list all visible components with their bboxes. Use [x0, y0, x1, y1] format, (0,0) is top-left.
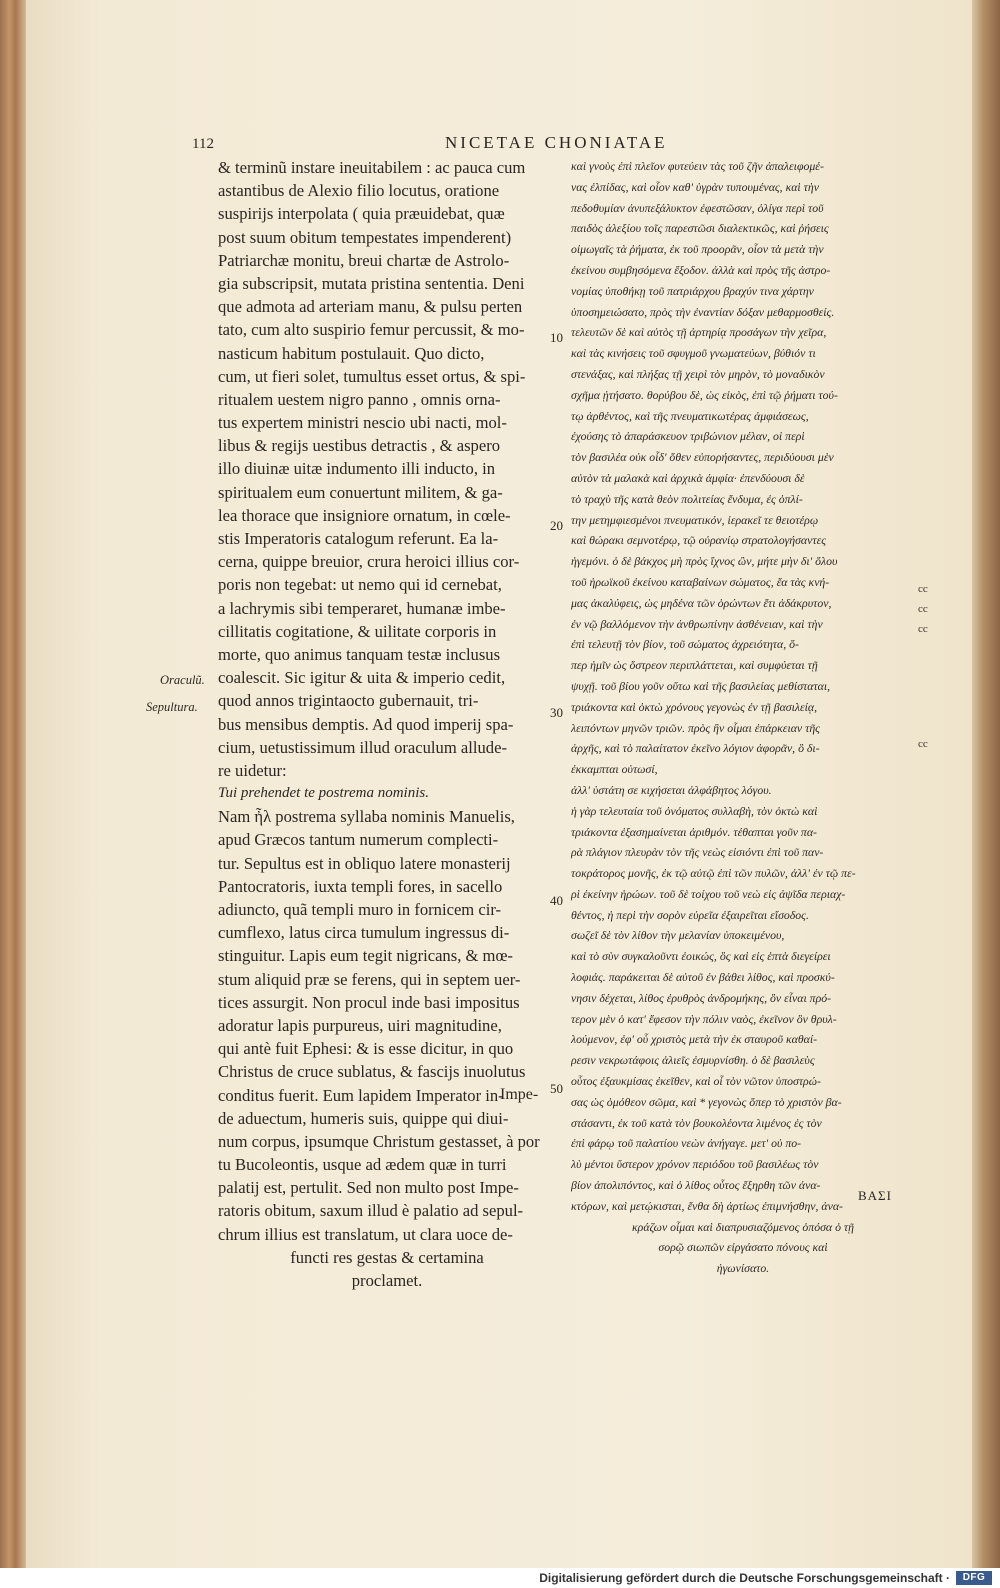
- greek-line: πεδοθυμίαν ἀνυπεξάλυκτον ἐφεστῶσαν, ὀλίγα περὶ τοῦ: [571, 200, 824, 215]
- latin-line: de aduectum, humeris suis, quippe qui diui-: [218, 1108, 509, 1128]
- dfg-logo: DFG: [956, 1571, 992, 1585]
- latin-line: lea thorace que insigniore ornatum, in cœle-: [218, 505, 511, 525]
- greek-line: τελευτῶν δὲ καὶ αὐτὸς τῇ ἀρτηρίᾳ προσάγων τὴν χεῖρα,: [571, 325, 827, 340]
- line-number-20: 20: [550, 518, 563, 533]
- latin-line: adoratur lapis purpureus, uiri magnitudine,: [218, 1015, 502, 1035]
- book-spine-edge: [0, 0, 26, 1568]
- greek-text-column: [571, 156, 915, 1279]
- greek-line: τριάκοντα ἐξασημαίνεται ἀριθμόν. τέθαπται γοῦν πα-: [571, 824, 817, 839]
- greek-line: λούμενον, ἐφ' οὗ χριστὸς μετὰ τὴν ἐκ σταυροῦ καθαί-: [571, 1032, 818, 1047]
- latin-line: functi res gestas & certamina: [290, 1247, 484, 1267]
- greek-line: καὶ γνοὺς ἐπὶ πλεῖον φυτεύειν τὰς τοῦ ζῆν ἀπαλειφομέ-: [571, 159, 824, 173]
- latin-line: conditus fuerit. Eum lapidem Imperator in-: [218, 1085, 504, 1105]
- greek-line: τριάκοντα καὶ ὀκτὼ χρόνους γεγονὼς ἐν τῇ βασιλείᾳ,: [571, 699, 818, 714]
- greek-line: λοφιάς. παράκειται δὲ αὐτοῦ ἐν βάθει λίθος, καὶ προσκύ-: [571, 970, 835, 985]
- greek-line: ὑποσημειώσατο, πρὸς τὴν ἐναντίαν δόξαν μεθαρμοσθείς.: [571, 304, 835, 319]
- latin-line: ritualem uestem nigro panno , omnis orna-: [218, 389, 501, 409]
- greek-line: τὸ τραχὺ τῆς κατὰ θεὸν πολιτείας ἔνδυμα, ἐς ὁπλί-: [571, 491, 803, 506]
- running-head: NICETAE CHONIATAE: [445, 133, 668, 152]
- greek-line: ἀρχῆς, καὶ τὸ παλαίτατον ἐκεῖνο λόγιον ἀφορᾶν, ὃ δι-: [571, 741, 820, 756]
- latin-line: cerna, quippe breuior, crura heroici illius cor-: [218, 552, 520, 572]
- greek-line: οὗτος ἐξαυκμίσας ἐκεῖθεν, καὶ οἷ τὸν νῶτον ὑποστρώ-: [571, 1074, 821, 1089]
- latin-line: stinguitur. Lapis eum tegit nigricans, & mœ-: [218, 946, 513, 966]
- greek-line: στάσαντι, ἐκ τοῦ κατὰ τὸν βουκολέοντα λιμένος ἐς τὸν: [571, 1115, 822, 1130]
- greek-line: καὶ τὸ σὺν συγκαλοῦντι ἐοικώς, ὃς καὶ εἰς ἑπτὰ διεγείρει: [571, 949, 831, 964]
- line-number-30: 30: [550, 705, 563, 720]
- greek-line: οἰμωγαῖς τὰ ῥήματα, ἐκ τοῦ προορᾶν, οἷον τὰ μετὰ τὴν: [571, 242, 824, 257]
- page-number: 112: [192, 136, 214, 152]
- latin-line: astantibus de Alexio filio locutus, oratione: [218, 181, 500, 201]
- latin-line: tur. Sepultus est in obliquo latere monasterij: [218, 853, 511, 873]
- greek-line: μας ἀκαλύφεις, ὡς μηδένα τῶν ὁρώντων ἔτι ἀδάκρυτον,: [571, 595, 832, 610]
- latin-line: Patriarchæ monitu, breui chartæ de Astrolo-: [218, 250, 510, 270]
- greek-line: τοκράτορος μονῆς, ἐκ τῷ αὐτῷ ἐπὶ τῶν πυλῶν, ἀλλ' ἐν τῷ πε-: [571, 866, 856, 881]
- latin-line: Nam ἦλ postrema syllaba nominis Manuelis,: [218, 807, 515, 827]
- latin-text-column: [218, 156, 556, 1292]
- latin-line: a lachrymis sibi temperaret, humanæ imbe-: [218, 598, 506, 618]
- greek-line: αὐτὸν τὰ μαλακὰ καὶ ἀρχικὰ ἀμφία· ἐπενδύουσι δὲ: [571, 470, 805, 485]
- greek-line: παιδὸς ἀλεξίου τοῖς παρεστῶσι διαλεκτικῶς, καὶ ῥήσεις: [571, 221, 829, 236]
- greek-line: τῳ ἀρθέντος, καὶ τῆς πνευματικωτέρας ἀμφιάσεως,: [571, 408, 809, 423]
- greek-line: ἐπὶ τελευτῇ τὸν βίον, τοῦ σώματος ἀχρειότητα, ὅ-: [571, 637, 799, 652]
- footer-credit-text: Digitalisierung gefördert durch die Deutsche Forschungsgemeinschaft ·: [539, 1571, 950, 1585]
- greek-line: περ ἡμῖν ὡς ὄστρεον περιπλάττεται, καὶ συμφύεται τῇ: [571, 658, 818, 673]
- greek-line: την μετημφιεσμένοι πνευματικόν, ἱερακεῖ τε θειοτέρῳ: [571, 512, 819, 527]
- latin-line: stum aliquid præ se ferens, qui in septem uer-: [218, 969, 521, 989]
- greek-line: σορῷ σιωπῶν εἰργάσατο πόνους καὶ: [658, 1240, 828, 1255]
- quote-mark: cc: [918, 623, 928, 635]
- greek-line: ἐπὶ φάρῳ τοῦ παλατίου νεὼν ἀνήγαγε. μετ' οὐ πο-: [571, 1136, 802, 1151]
- latin-line: stis Imperatoris catalogum referunt. Ea la-: [218, 529, 499, 548]
- greek-line: θέντος, ἡ περὶ τὴν σορὸν εὐρεῖα ἐξαιρεῖται εἴσοδος.: [571, 907, 809, 922]
- latin-line: chrum illius est translatum, ut clara uoce de-: [218, 1224, 513, 1244]
- greek-line: ἡγεμόνι. ὁ δὲ βάκχος μὴ πρὸς ἴχνος ὢν, μήτε μὴν δι' ὅλου: [571, 554, 838, 569]
- quote-mark: cc: [918, 603, 928, 615]
- latin-line: bus mensibus demptis. Ad quod imperij spa-: [218, 714, 514, 734]
- margin-note-sepultura: Sepultura.: [146, 700, 198, 714]
- greek-line: σας ὡς ὁμόθεον σῶμα, καὶ * γεγονὼς ὅπερ τὸ χριστὸν βα-: [571, 1094, 842, 1109]
- digitization-footer: [0, 1568, 1000, 1588]
- catchword-greek: ΒΑΣΙ: [858, 1188, 892, 1203]
- greek-line: σχῆμα ᾐτήσατο. θορύβου δὲ, ὡς εἰκὸς, ἐπὶ τῷ ῥήματι τού-: [571, 387, 838, 402]
- latin-line: que admota ad arteriam manu, & pulsu perten: [218, 297, 523, 317]
- greek-line: ἐχούσης τὸ ἀπαράσκευον τριβώνιον μέλαν, οἱ περὶ: [571, 429, 805, 444]
- greek-line: τὸν βασιλέα οὐκ οἶδ' ὅθεν εὐπορήσαντες, περιδύουσι μὲν: [571, 450, 834, 465]
- latin-line: qui antè fuit Ephesi: & is esse dicitur, in quo: [218, 1039, 514, 1059]
- latin-line: Pantocratoris, iuxta templi fores, in sacello: [218, 876, 503, 896]
- latin-line: tato, cum alto suspirio femur percussit, & mo-: [218, 320, 525, 340]
- line-number-40: 40: [550, 893, 563, 908]
- greek-line: ἠγωνίσατο.: [716, 1261, 770, 1276]
- catchword-latin: Impe-: [500, 1086, 539, 1103]
- greek-line: ψυχῇ. τοῦ βίου γοῦν οὕτω καὶ τῆς βασιλείας μεθίσταται,: [571, 678, 831, 693]
- greek-line: καὶ θώρακι σεμνοτέρῳ, τῷ οὐρανίῳ στρατολογήσαντες: [571, 533, 827, 548]
- greek-line: ρὶ ἐκείνην ἡρώων. τοῦ δὲ τοίχου τοῦ νεὼ εἰς ἀψῖδα περιαχ-: [571, 886, 846, 901]
- latin-line: re uidetur:: [218, 760, 287, 780]
- greek-line: λὺ μέντοι ὕστερον χρόνον περιόδου τοῦ βασιλέως τὸν: [571, 1157, 819, 1172]
- greek-line: ρὰ πλάγιον πλευρὰν τὸν τῆς νεὼς εἰσιόντι ἐπὶ τοῦ παν-: [571, 845, 824, 860]
- latin-line: ratoris obitum, saxum illud è palatio ad sepul-: [218, 1201, 524, 1221]
- latin-line: suspirijs interpolata ( quia præuidebat, quæ: [218, 204, 505, 224]
- latin-line: cum, ut fieri solet, tumultus esset ortus, & spi-: [218, 366, 526, 386]
- greek-line: κτόρων, καὶ μετῴκισται, ἔνθα δὴ ἀρτίως ἐπιμνήσθην, ἀνα-: [571, 1198, 843, 1213]
- greek-line: καὶ τὰς κινήσεις τοῦ σφυγμοῦ γνωματεύων, βύθιόν τι: [571, 346, 816, 361]
- latin-line: palatij est, pertulit. Sed non multo post Impe-: [218, 1178, 519, 1198]
- greek-line: βίον ἀπολιπόντος, καὶ ὁ λίθος οὗτος ἔξηρθη τῶν ἀνα-: [571, 1178, 821, 1193]
- latin-line: num corpus, ipsumque Christum gestasset, à por: [218, 1131, 540, 1151]
- latin-line: poris non tegebat: ut nemo qui id cernebat,: [218, 575, 502, 595]
- greek-line: τερον μὲν ὁ κατ' ἔφεσον τὴν πόλιν ναὸς, ἐκεῖνον ὃν θρυλ-: [571, 1011, 837, 1026]
- latin-line: tices assurgit. Non procul inde basi impositus: [218, 992, 520, 1012]
- latin-line: tu Bucoleontis, usque ad ædem quæ in turri: [218, 1155, 507, 1175]
- greek-line: σωζεῖ δὲ τὸν λίθον τὴν μελανίαν ὑποκειμένου,: [571, 928, 785, 943]
- page-fore-edge: [972, 0, 1000, 1568]
- greek-line: νομίας ὑποθήκῃ τοῦ πατριάρχου βραχύν τινα χάρτην: [571, 283, 814, 298]
- line-number-10: 10: [550, 330, 563, 345]
- quote-mark: cc: [918, 738, 928, 750]
- latin-line: gia subscripsit, mutata pristina sententia. Deni: [218, 273, 525, 293]
- line-number-50: 50: [550, 1081, 563, 1096]
- latin-line: coalescit. Sic igitur & uita & imperio cedit,: [218, 668, 506, 688]
- latin-line: apud Græcos tantum numerum complecti-: [218, 830, 499, 850]
- greek-line: ἐκκαμπται οὑτωσί,: [571, 762, 658, 777]
- greek-line: κράζων οἶμαι καὶ διαπρυσιαζόμενος ὁπόσα ὁ τῇ: [632, 1219, 854, 1234]
- latin-line: & terminũ instare ineuitabilem : ac pauca cum: [218, 158, 526, 177]
- greek-line: λειπόντων μηνῶν τριῶν. πρὸς ἣν οἶμαι ἐπάρκειαν τῆς: [571, 720, 820, 735]
- latin-line: adiuncto, quã templi muro in fornicem cir-: [218, 900, 502, 919]
- latin-line: nasticum habitum postulauit. Quo dicto,: [218, 343, 485, 363]
- greek-line: ἐν νῷ βαλλόμενον τὴν ἀνθρωπίνην ἀσθένειαν, καὶ τὴν: [571, 616, 823, 631]
- latin-line: tus expertem ministri nescio ubi nacti, mol-: [218, 413, 507, 433]
- greek-line: ἐκείνου συμβησόμενα ἔξοδον. ἀλλὰ καὶ πρὸς τῆς ἀστρο-: [571, 262, 831, 277]
- greek-line: στενάξας, καὶ πλήξας τῇ χειρὶ τὸν μηρὸν, τὸ μοναδικὸν: [571, 366, 825, 381]
- latin-line: Tui prehendet te postrema nominis.: [218, 785, 429, 802]
- margin-note-oraculum: Oraculũ.: [160, 673, 205, 687]
- latin-line: cium, uetustissimum illud oraculum allude-: [218, 737, 507, 757]
- latin-line: quod annos trigintaocto gubernauit, tri-: [218, 691, 479, 711]
- latin-line: libus & regijs uestibus detractis , & aspero: [218, 436, 501, 456]
- greek-line: ρεσιν νεκρωτάφοις ἁλιεῖς ἐσμυρνίσθη. ὁ δὲ βασιλεὺς: [571, 1053, 815, 1068]
- greek-line: ἀλλ' ὑστάτη σε κιχήσεται ἀλφάβητος λόγου.: [571, 782, 772, 797]
- latin-line: morte, quo animus tanquam testæ inclusus: [218, 644, 501, 664]
- latin-line: post suum obitum tempestates impenderent): [218, 227, 512, 247]
- latin-line: cumflexo, latus circa tumulum ingressus di-: [218, 923, 510, 943]
- greek-line: τοῦ ἡρωϊκοῦ ἐκείνου καταβαίνων σώματος, ἔα τὰς κνή-: [571, 574, 830, 589]
- latin-line: illo diuinæ uitæ indumento illi inducto, in: [218, 459, 496, 479]
- quote-mark: cc: [918, 583, 928, 595]
- greek-line: ἡ γὰρ τελευταία τοῦ ὀνόματος συλλαβὴ, τὸν ὀκτὼ καὶ: [571, 803, 818, 818]
- latin-line: spiritualem eum conuertunt militem, & ga-: [218, 482, 503, 502]
- latin-line: proclamet.: [351, 1271, 423, 1290]
- greek-line: νας ἐλπίδας, καὶ οἷον καθ' ὑγρὰν τυπουμένας, καὶ τὴν: [571, 179, 819, 194]
- latin-line: Christus de cruce sublatus, & fascijs inuolutus: [218, 1062, 526, 1082]
- greek-line: νησιν δέχεται, λίθος ἐρυθρὸς ἀνδρομήκης, ὃν εἶναι πρό-: [571, 990, 832, 1005]
- latin-line: cillitatis cogitatione, & uilitate corporis in: [218, 621, 497, 641]
